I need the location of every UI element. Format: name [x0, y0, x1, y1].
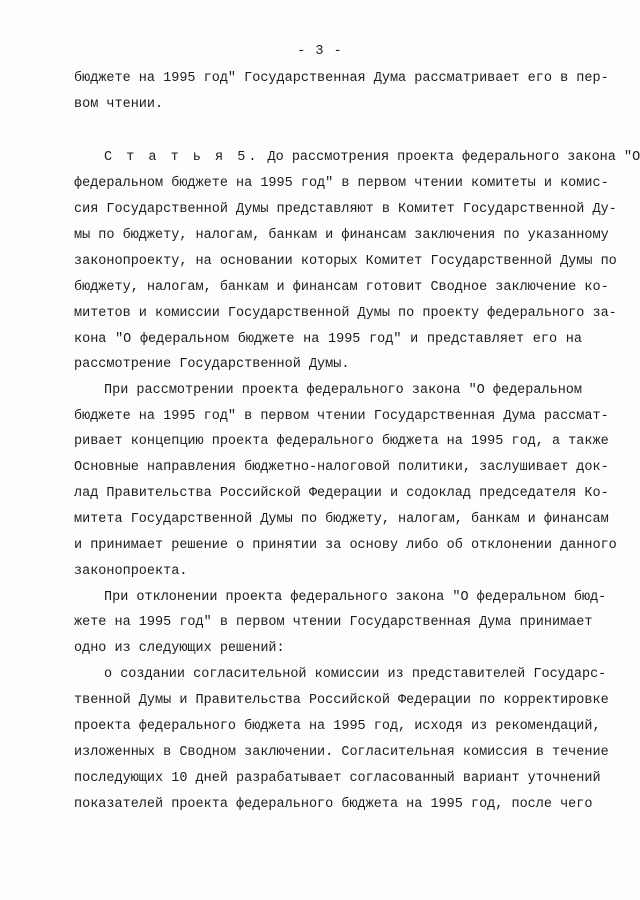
- text-line: одно из следующих решений:: [74, 641, 285, 656]
- text-line: бюджете на 1995 год" Государственная Дума рассматривает его в пер-: [74, 71, 609, 86]
- text-line: мы по бюджету, налогам, банкам и финансам заключения по указанному: [74, 228, 609, 243]
- text-line: и принимает решение о принятии за основу либо об отклонении данного: [74, 538, 617, 553]
- text-line: митетов и комиссии Государственной Думы по проекту федерального за-: [74, 306, 617, 321]
- text-line: о создании согласительной комиссии из представителей Государс-: [104, 667, 607, 682]
- text-line: показателей проекта федерального бюджета на 1995 год, после чего: [74, 797, 593, 812]
- text-line: твенной Думы и Правительства Российской Федерации по корректировке: [74, 693, 609, 708]
- text-line: изложенных в Сводном заключении. Согласительная комиссия в течение: [74, 745, 609, 760]
- text-line: законопроекту, на основании которых Комитет Государственной Думы по: [74, 254, 617, 269]
- page-number: - 3 -: [297, 44, 343, 59]
- text-line: вом чтении.: [74, 97, 164, 112]
- text-line: бюджету, налогам, банкам и финансам готовит Сводное заключение ко-: [74, 280, 609, 295]
- text-line: лад Правительства Российской Федерации и содоклад председателя Ко-: [74, 486, 609, 501]
- article-first-line: [104, 149, 640, 167]
- text-line: Основные направления бюджетно-налоговой политики, заслушивает док-: [74, 460, 609, 475]
- text-line: кона "О федеральном бюджете на 1995 год" и представляет его на: [74, 332, 582, 347]
- text-line: рассмотрение Государственной Думы.: [74, 357, 350, 372]
- text-line: митета Государственной Думы по бюджету, налогам, банкам и финансам: [74, 512, 609, 527]
- text-line: ривает концепцию проекта федерального бюджета на 1995 год, а также: [74, 434, 609, 449]
- article-first-line-text: До рассмотрения проекта федерального закона "О: [259, 150, 640, 165]
- text-line: При рассмотрении проекта федерального закона "О федеральном: [104, 383, 582, 398]
- text-line: бюджете на 1995 год" в первом чтении Государственная Дума рассмат-: [74, 409, 609, 424]
- text-line: жете на 1995 год" в первом чтении Государственная Дума принимает: [74, 615, 593, 630]
- text-line: федеральном бюджете на 1995 год" в первом чтении комитеты и комис-: [74, 176, 609, 191]
- text-line: проекта федерального бюджета на 1995 год, исходя из рекомендаций,: [74, 719, 601, 734]
- article-label: С т а т ь я 5.: [104, 150, 260, 165]
- text-line: сия Государственной Думы представляют в Комитет Государственной Ду-: [74, 202, 617, 217]
- text-line: При отклонении проекта федерального закона "О федеральном бюд-: [104, 590, 607, 605]
- text-line: последующих 10 дней разрабатывает согласованный вариант уточнений: [74, 771, 601, 786]
- text-line: законопроекта.: [74, 564, 188, 579]
